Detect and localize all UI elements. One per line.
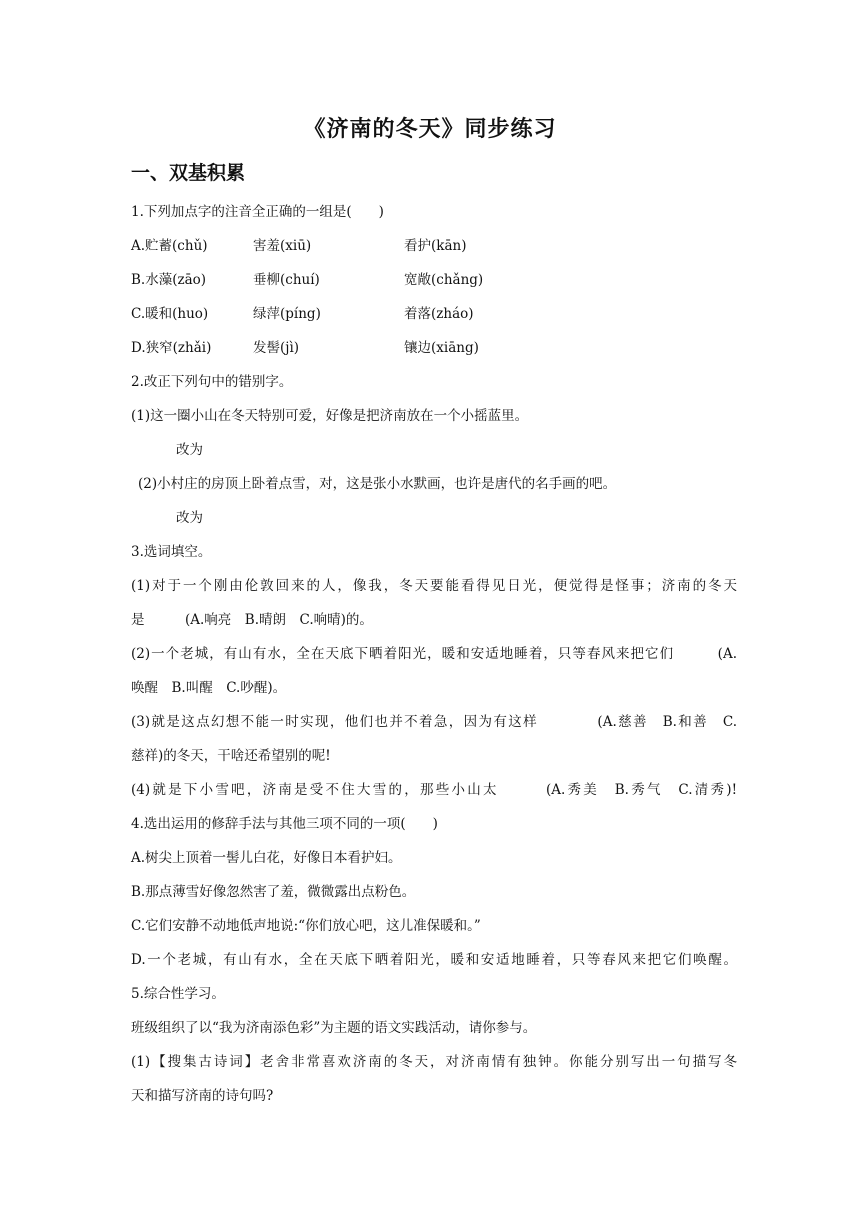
q3-part-2-line-2: 唤醒 B.叫醒 C.吵醒)。 <box>131 680 287 696</box>
question-5-stem: 5.综合性学习。 <box>131 986 225 1002</box>
question-2-stem: 2.改正下列句中的错别字。 <box>131 374 293 390</box>
q2-fix-1: 改为 <box>176 442 203 458</box>
q5-part-1-line-2: 天和描写济南的诗句吗? <box>131 1088 274 1104</box>
q3-part-3-line-1: (3)就是这点幻想不能一时实现，他们也并不着急，因为有这样 (A.慈善 B.和善 C. <box>131 714 737 730</box>
q2-sentence-1: (1)这一圈小山在冬天特别可爱，好像是把济南放在一个小摇蓝里。 <box>131 408 529 424</box>
q1-option-d-3: 镶边(xiāng) <box>404 340 479 356</box>
q1-option-a-2: 害羞(xiū) <box>253 238 312 254</box>
question-3-stem: 3.选词填空。 <box>131 544 212 560</box>
q1-option-b-1: B.水藻(zāo) <box>131 272 207 288</box>
q5-part-1-line-1: (1)【搜集古诗词】老舍非常喜欢济南的冬天，对济南情有独钟。你能分别写出一句描写冬 <box>131 1054 737 1070</box>
q5-intro: 班级组织了以“我为济南添色彩”为主题的语文实践活动，请你参与。 <box>131 1020 537 1036</box>
question-1-stem: 1.下列加点字的注音全正确的一组是( ) <box>131 204 384 220</box>
q4-option-c: C.它们安静不动地低声地说:“你们放心吧，这儿准保暖和。” <box>131 918 481 934</box>
q1-option-a-1: A.贮蓄(chǔ) <box>131 238 208 254</box>
q3-part-3-line-2: 慈祥)的冬天，干啥还希望别的呢! <box>131 748 331 764</box>
q4-option-d: D.一个老城，有山有水，全在天底下晒着阳光，暖和安适地睡着，只等春风来把它们唤醒。 <box>131 952 737 968</box>
q3-part-1-line-2: 是 (A.响亮 B.晴朗 C.响晴)的。 <box>131 612 373 628</box>
q3-part-2-line-1: (2)一个老城，有山有水，全在天底下晒着阳光，暖和安适地睡着，只等春风来把它们 (A. <box>131 646 737 662</box>
q1-option-c-2: 绿萍(píng) <box>253 306 321 322</box>
q3-part-4: (4)就是下小雪吧，济南是受不住大雪的，那些小山太 (A.秀美 B.秀气 C.清秀)! <box>131 782 737 798</box>
question-4-stem: 4.选出运用的修辞手法与其他三项不同的一项( ) <box>131 816 438 832</box>
section-heading: 一、双基积累 <box>131 162 246 184</box>
q2-fix-2: 改为 <box>176 510 203 526</box>
q1-option-b-2: 垂柳(chuí) <box>253 272 320 288</box>
q1-option-d-2: 发髻(jì) <box>253 340 300 356</box>
q1-option-c-1: C.暖和(huo) <box>131 306 209 322</box>
q2-sentence-2: (2)小村庄的房顶上卧着点雪，对，这是张小水默画，也许是唐代的名手画的吧。 <box>138 476 617 492</box>
q1-option-b-3: 宽敞(chǎng) <box>404 272 484 288</box>
q4-option-a: A.树尖上顶着一髻儿白花，好像日本看护妇。 <box>131 850 402 866</box>
q1-option-c-3: 着落(zháo) <box>404 306 474 322</box>
page-title: 《济南的冬天》同步练习 <box>303 117 557 142</box>
q4-option-b: B.那点薄雪好像忽然害了羞，微微露出点粉色。 <box>131 884 416 900</box>
q3-part-1-line-1: (1)对于一个刚由伦敦回来的人，像我，冬天要能看得见日光，便觉得是怪事；济南的冬天 <box>131 578 737 594</box>
q1-option-a-3: 看护(kān) <box>404 238 467 254</box>
q1-option-d-1: D.狭窄(zhǎi) <box>131 340 212 356</box>
